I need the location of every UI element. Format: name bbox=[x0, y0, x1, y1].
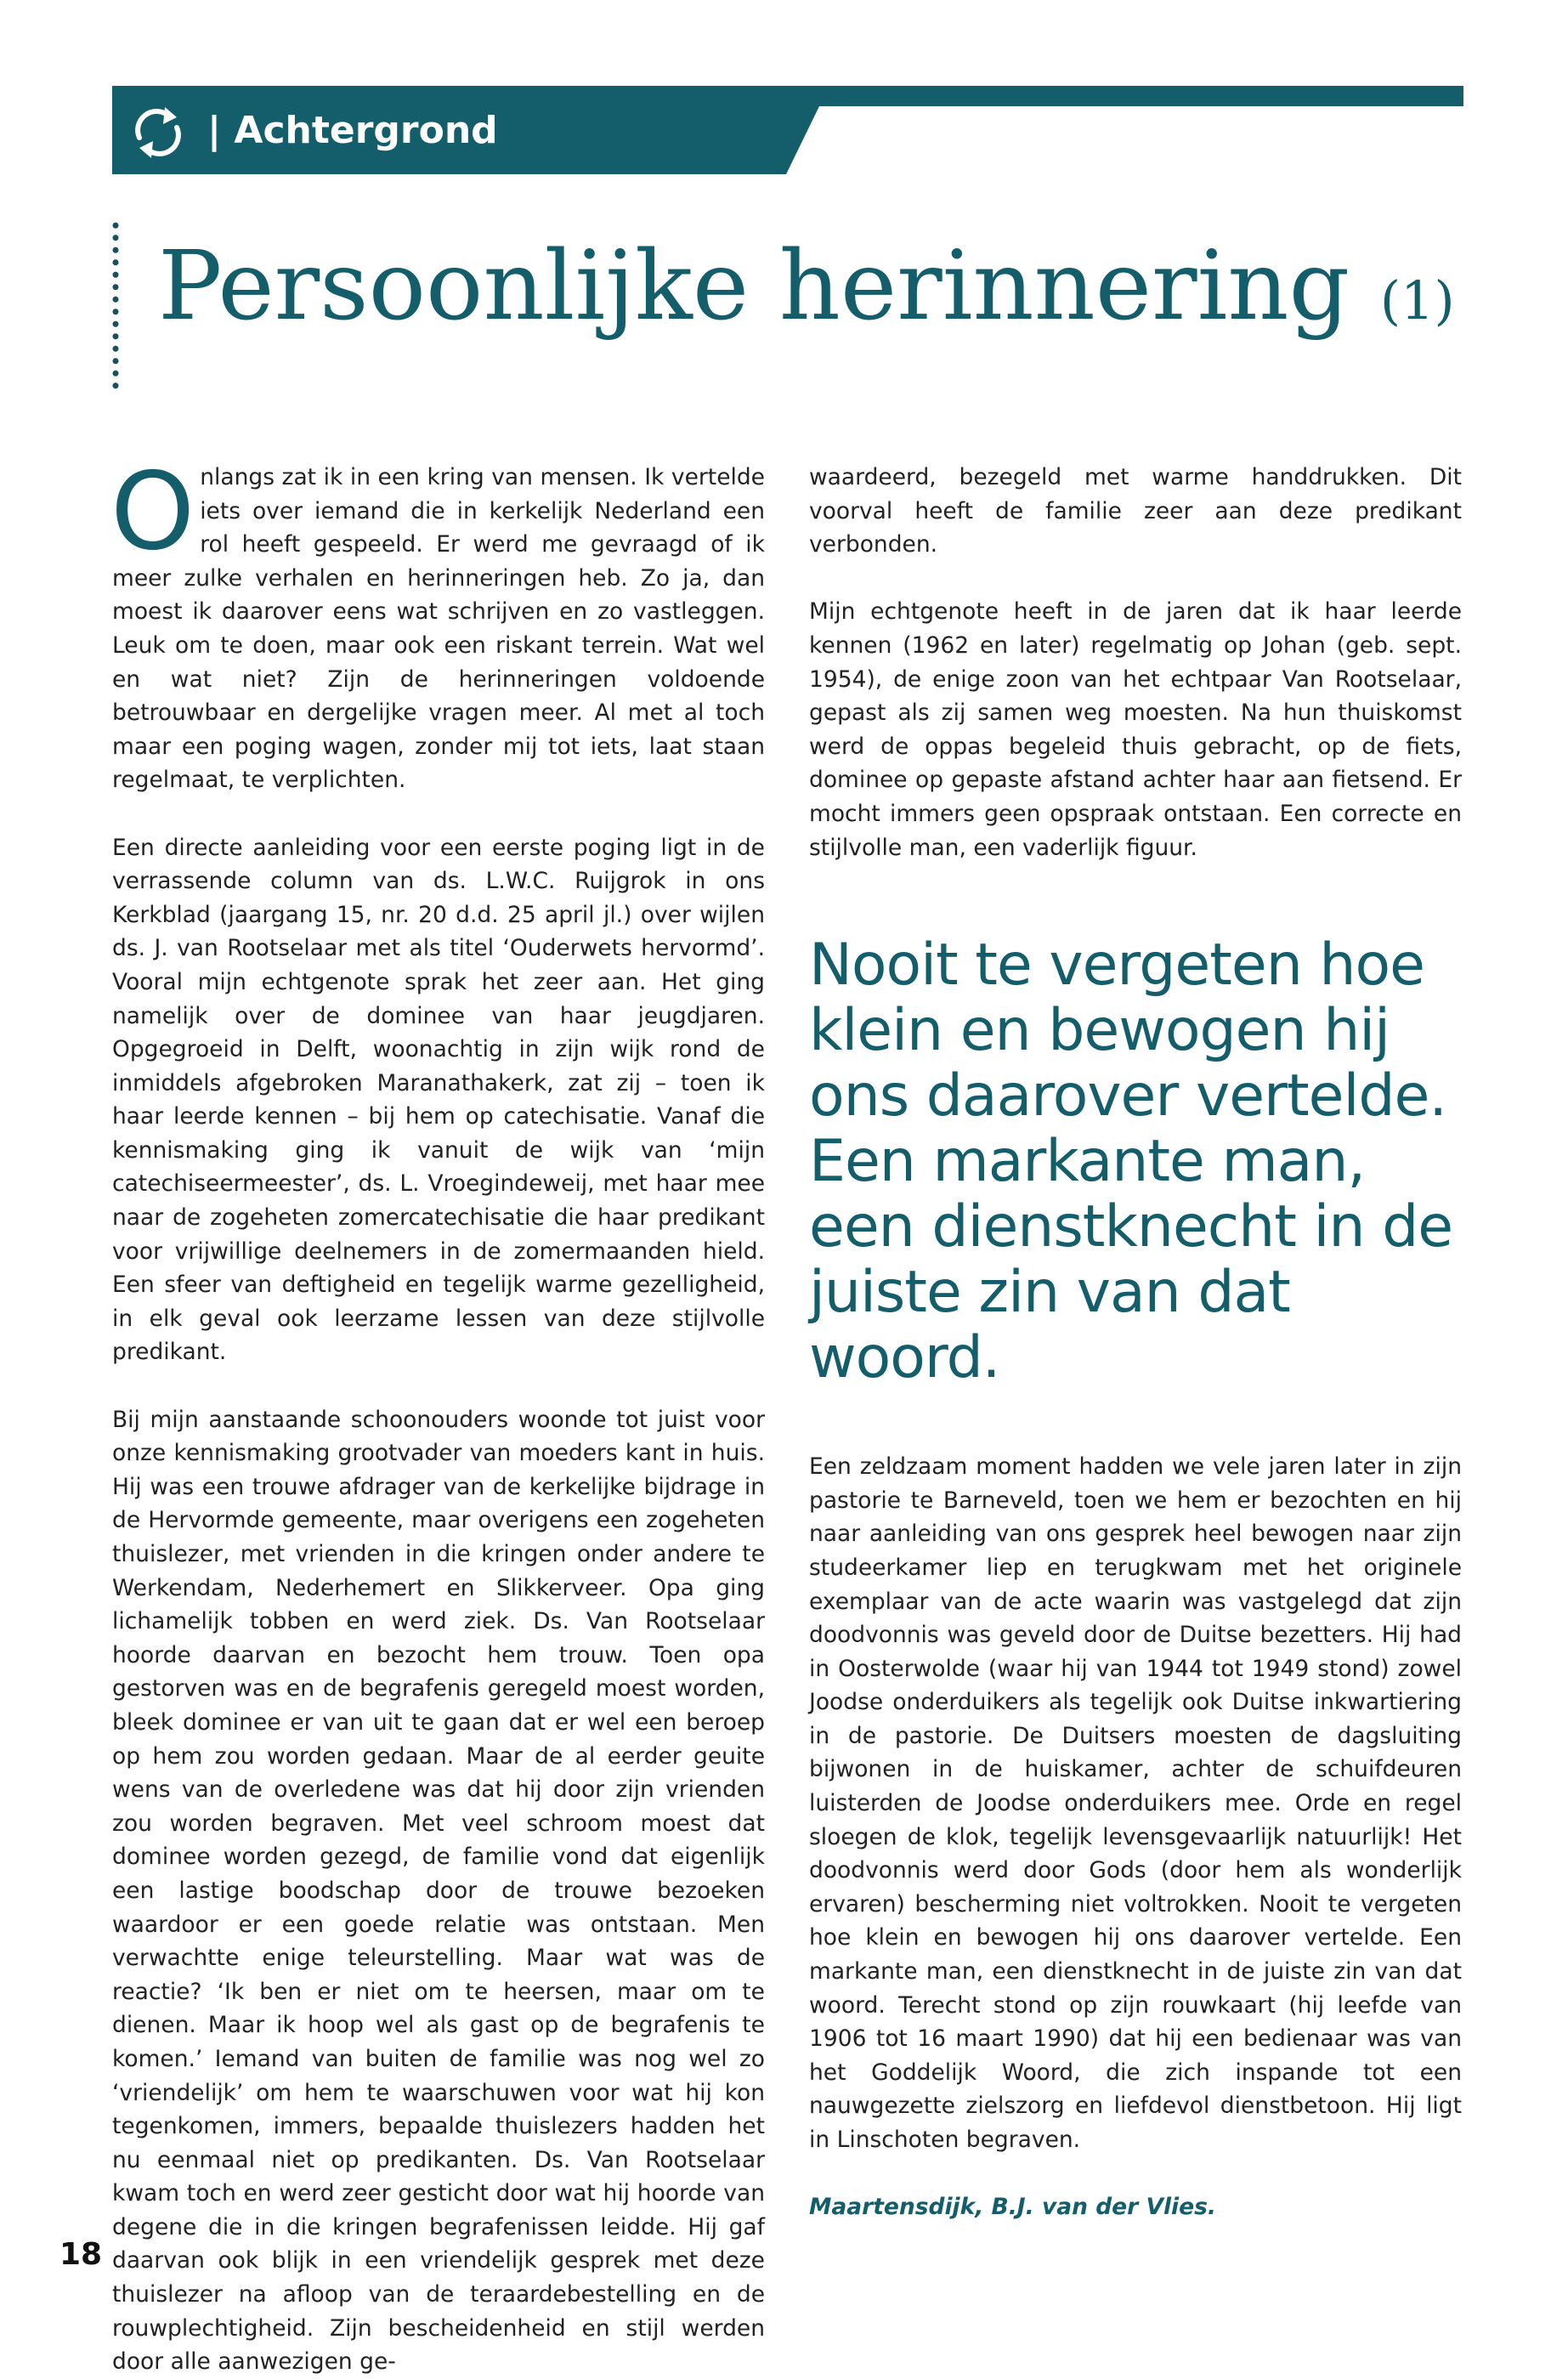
decorative-dotted-line bbox=[110, 219, 121, 389]
intro-paragraph bbox=[110, 449, 765, 797]
page-number: 18 bbox=[59, 2237, 103, 2272]
right-column bbox=[809, 461, 1462, 2224]
title-text: Persoonlijke herinnering bbox=[158, 231, 1350, 342]
body-paragraph: Een directe aanleiding voor een eerste poging ligt in de verrassende column van ds. L.W.C. Ruijgrok in ons Kerkblad (jaargang 15, nr. 20 d.d. 25 april jl.) over wijlen ds. J. van Rootselaar met als titel ‘Ouderwets hervormd’. Vooral mijn echtgenote sprak het zeer aan. Het ging namelijk over de dominee van haar jeugdjaren. Opgegroeid in Delft, woonachtig in zijn wijk rond de inmiddels afgebroken Maranathakerk, zat zij – toen ik haar leerde kennen – bij hem op catechisatie. Vanaf die kennismaking ging ik vanuit de wijk van ‘mijn catechiseermeester’, ds. L. Vroegindeweij, met haar mee naar de zogeheten zomercatechisatie die haar predikant voor vrijwillige deelnemers in de zomermaanden hield. Een sfeer van deftigheid en tegelijk warme gezelligheid, in elk geval ook leerzame lessen van deze stijlvolle predikant. bbox=[112, 834, 765, 1366]
recycle-arrows-icon bbox=[131, 105, 185, 160]
title-number: (1) bbox=[1379, 269, 1455, 331]
article-title bbox=[158, 223, 1467, 365]
body-paragraph: waardeerd, bezegeld met warme handdrukken. Dit voorval heeft de familie zeer aan deze predikant verbonden. bbox=[809, 464, 1462, 558]
dropcap: O bbox=[110, 449, 195, 574]
intro-text: nlangs zat ik in een kring van mensen. Ik vertelde iets over iemand die in kerkelijk Nederland een rol heeft gespeeld. Er werd me gevraagd of ik meer zulke verhalen en herinneringen heb. Zo ja, dan moest ik daarover eens wat schrijven en zo vastleggen. Leuk om te doen, maar ook een riskant terrein. Wat wel en wat niet? Zijn de herinneringen voldoende betrouwbaar en dergelijke vragen meer. Al met al toch maar een poging wagen, zonder mij tot iets, laat staan regelmaat, te verplichten. bbox=[112, 464, 765, 794]
author-signature: Maartensdijk, B.J. van der Vlies. bbox=[809, 2194, 1216, 2221]
section-label: | Achtergrond bbox=[207, 109, 498, 152]
left-column bbox=[110, 449, 765, 2379]
body-paragraph: Bij mijn aanstaande schoonouders woonde tot juist voor onze kennismaking grootvader van moeders kant in huis. Hij was een trouwe afdrager van de kerkelijke bijdrage in de Hervormde gemeente, maar overigens een zogeheten thuislezer, met vrienden in die kringen onder andere te Werkendam, Nederhemert en Slikkerveer. Opa ging lichamelijk tobben en werd ziek. Ds. Van Rootselaar hoorde daarvan en bezocht hem trouw. Toen opa gestorven was en de begrafenis geregeld moest worden, bleek dominee er van uit te gaan dat er wel een beroep op hem zou worden gedaan. Maar de al eerder geuite wens van de overledene was dat hij door zijn vrienden zou worden begraven. Met veel schroom moest dat dominee worden gezegd, de familie vond dat eigenlijk een lastige boodschap door de trouwe bezoeken waardoor er een goede relatie was ontstaan. Men verwachtte enige teleurstelling. Maar wat was de reactie? ‘Ik ben er niet om te heersen, maar om te dienen. Maar ik hoop wel als gast op de begrafenis te komen.’ Iemand van buiten de familie was nog wel zo ‘vriendelijk’ om hem te waarschuwen voor wat hij kon tegenkomen, immers, bepaalde thuislezers hadden het nu eenmaal niet op predikanten. Ds. Van Rootselaar kwam toch en werd zeer gesticht door wat hij hoorde van degene die in die kringen begrafenissen leidde. Hij gaf daarvan ook blijk in een vriendelijk gesprek met deze thuislezer na afloop van de teraardebestelling en de rouwplechtigheid. Zijn bescheidenheid en stijl werden door alle aanwezigen ge- bbox=[112, 1406, 765, 2376]
pull-quote: Nooit te vergeten hoe klein en bewogen hij ons daarover vertelde. Een markante man, een dienstknecht in de juiste zin van dat woord. bbox=[809, 932, 1453, 1392]
closing-paragraph: Een zeldzaam moment hadden we vele jaren later in zijn pastorie te Barneveld, toen we hem er bezochten en hij naar aanleiding van ons gesprek heel bewogen naar zijn studeerkamer liep en terugkwam met het originele exemplaar van de acte waarin was vastgelegd dat zijn doodvonnis was geveld door de Duitse bezetters. Hij had in Oosterwolde (waar hij van 1944 tot 1949 stond) zowel Joodse onderduikers als tegelijk ook Duitse inkwartiering in de pastorie. De Duitsers moesten de dagsluiting bijwonen in de huiskamer, achter de schuifdeuren luisterden de Joodse onderduikers mee. Orde en regel sloegen de klok, tegelijk levensgevaarlijk natuurlijk! Het doodvonnis werd door Gods (door hem als wonderlijk ervaren) bescherming niet voltrokken. Nooit te vergeten hoe klein en bewogen hij ons daarover vertelde. Een markante man, een dienstknecht in de juiste zin van dat woord. Terecht stond op zijn rouwkaart (hij leefde van 1906 tot 16 maart 1990) dat hij een bedienaar was van het Goddelijk Woord, die zich inspande tot een nauwgezette zielszorg en liefdevol dienstbetoon. Hij ligt in Linschoten begraven. bbox=[809, 1453, 1462, 2153]
body-paragraph: Mijn echtgenote heeft in de jaren dat ik haar leerde kennen (1962 en later) regelmatig op Johan (geb. sept. 1954), de enige zoon van het echtpaar Van Rootselaar, gepast als zij samen weg moesten. Na hun thuiskomst werd de oppas begeleid thuis gebracht, op de fiets, dominee op gepaste afstand achter haar aan fietsend. Er mocht immers geen opspraak ontstaan. Een correcte en stijlvolle man, een vaderlijk figuur. bbox=[809, 598, 1462, 861]
